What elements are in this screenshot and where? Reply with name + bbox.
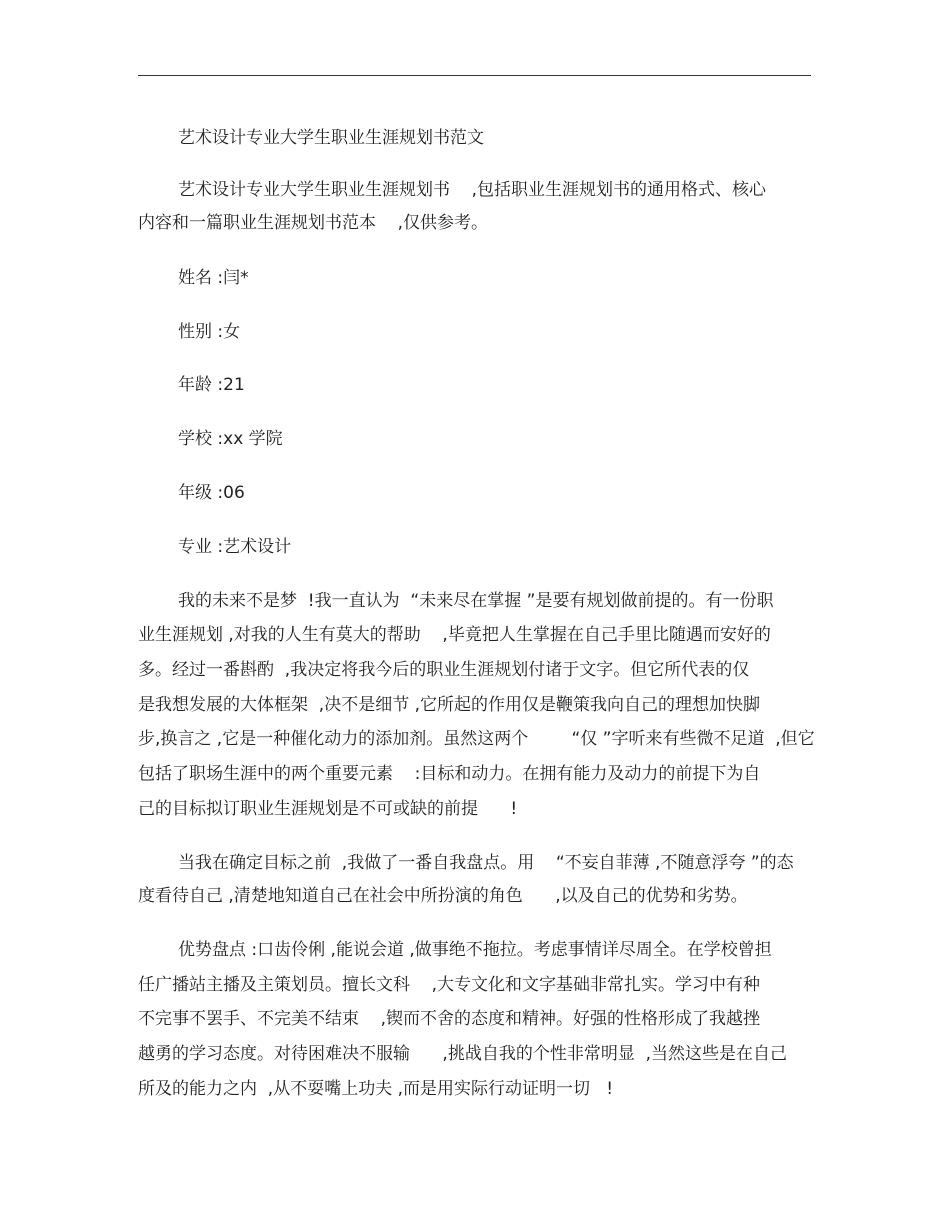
header-divider (138, 75, 811, 76)
paragraph-line: 是我想发展的大体框架 ,决不是细节 ,它所起的作用仅是鞭策我向自己的理想加快脚 (138, 695, 761, 715)
document-title: 艺术设计专业大学生职业生涯规划书范文 (178, 128, 484, 148)
paragraph-line: 当我在确定目标之前 ,我做了一番自我盘点。用 “不妄自菲薄 ,不随意浮夸 ”的态 (178, 853, 794, 873)
paragraph-line: 度看待自己 ,清楚地知道自己在社会中所扮演的角色 ,以及自己的优势和劣势。 (138, 886, 748, 906)
profile-grade: 年级 :06 (178, 483, 245, 503)
paragraph-line: 越勇的学习态度。对待困难决不服输 ,挑战自我的个性非常明显 ,当然这些是在自己 (138, 1044, 788, 1064)
profile-name: 姓名 :闫* (178, 268, 249, 288)
profile-age: 年龄 :21 (178, 375, 245, 395)
paragraph-line: 己的目标拟订职业生涯规划是不可或缺的前提 ! (138, 799, 518, 819)
profile-school: 学校 :xx 学院 (178, 429, 283, 449)
paragraph-line: 优势盘点 :口齿伶俐 ,能说会道 ,做事绝不拖拉。考虑事情详尽周全。在学校曾担 (178, 940, 772, 960)
paragraph-line: 包括了职场生涯中的两个重要元素 :目标和动力。在拥有能力及动力的前提下为自 (138, 764, 761, 784)
paragraph-line: 所及的能力之内 ,从不耍嘴上功夫 ,而是用实际行动证明一切 ! (138, 1079, 614, 1099)
paragraph-line: 业生涯规划 ,对我的人生有莫大的帮助 ,毕竟把人生掌握在自己手里比随遇而安好的 (138, 625, 771, 645)
profile-gender: 性别 :女 (178, 322, 241, 342)
paragraph-line: 步,换言之 ,它是一种催化动力的添加剂。虽然这两个 “仅 ”字听来有些微不足道 ,但它 (138, 729, 815, 749)
paragraph-line: 不完事不罢手、不完美不结束 ,锲而不舍的态度和精神。好强的性格形成了我越挫 (138, 1009, 761, 1029)
intro-line: 艺术设计专业大学生职业生涯规划书 ,包括职业生涯规划书的通用格式、核心 (178, 180, 767, 200)
profile-major: 专业 :艺术设计 (178, 537, 292, 557)
paragraph-line: 多。经过一番斟酌 ,我决定将我今后的职业生涯规划付诸于文字。但它所代表的仅 (138, 660, 750, 680)
intro-line: 内容和一篇职业生涯规划书范本 ,仅供参考。 (138, 213, 489, 233)
paragraph-line: 任广播站主播及主策划员。擅长文科 ,大专文化和文字基础非常扎实。学习中有种 (138, 975, 761, 995)
paragraph-line: 我的未来不是梦 !我一直认为 “未来尽在掌握 ”是要有规划做前提的。有一份职 (178, 591, 774, 611)
